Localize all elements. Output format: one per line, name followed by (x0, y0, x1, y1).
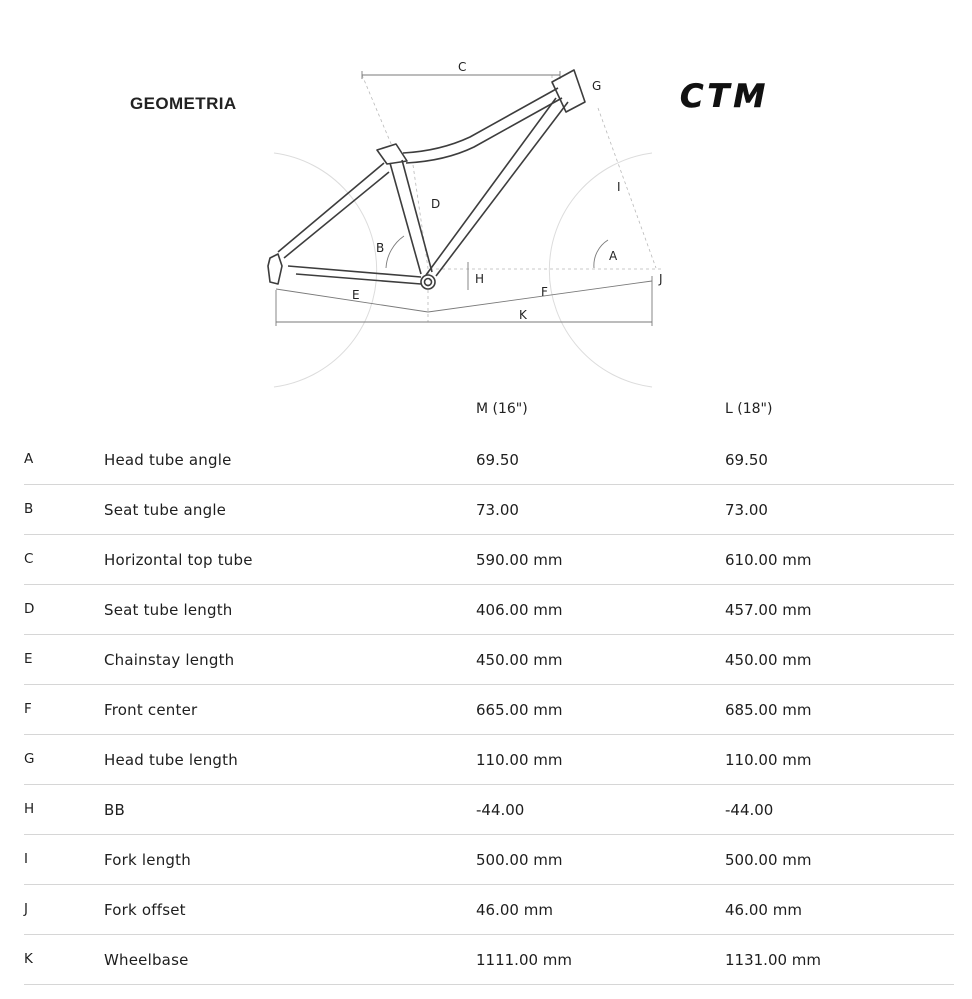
label-h: H (475, 272, 485, 286)
column-header-l: L (18") (725, 401, 773, 417)
row-label: Head tube angle (104, 451, 232, 469)
table-row (24, 535, 954, 585)
row-value-m: 69.50 (476, 451, 519, 469)
brand-wordmark: CTM (680, 80, 770, 114)
ctm-logo (678, 80, 853, 114)
row-label: Fork offset (104, 901, 186, 919)
label-j: J (659, 272, 663, 286)
dimension-lines (276, 71, 652, 326)
row-letter: F (24, 701, 32, 717)
row-value-l: 1131.00 mm (725, 951, 822, 969)
row-value-l: 73.00 (725, 501, 768, 519)
table-row (24, 635, 954, 685)
label-f: F (541, 285, 548, 299)
row-letter: K (24, 951, 33, 967)
row-label: BB (104, 801, 125, 819)
row-value-m: 46.00 mm (476, 901, 553, 919)
row-label: Head tube length (104, 751, 238, 769)
row-value-l: 685.00 mm (725, 701, 812, 719)
row-value-m: -44.00 (476, 801, 525, 819)
label-a: A (609, 249, 618, 263)
column-header-m: M (16") (476, 401, 528, 417)
row-value-m: 590.00 mm (476, 551, 563, 569)
row-value-l: 610.00 mm (725, 551, 812, 569)
row-value-m: 665.00 mm (476, 701, 563, 719)
row-value-m: 73.00 (476, 501, 519, 519)
row-letter: J (24, 901, 28, 917)
table-row (24, 735, 954, 785)
label-i: I (617, 180, 621, 194)
table-row (24, 885, 954, 935)
row-value-l: 457.00 mm (725, 601, 812, 619)
row-label: Horizontal top tube (104, 551, 253, 569)
row-letter: A (24, 451, 34, 467)
row-letter: E (24, 651, 33, 667)
row-value-l: 69.50 (725, 451, 768, 469)
label-c: C (458, 60, 467, 74)
row-letter: C (24, 551, 34, 567)
row-label: Front center (104, 701, 198, 719)
row-value-m: 406.00 mm (476, 601, 563, 619)
row-letter: I (24, 851, 28, 867)
row-letter: B (24, 501, 34, 517)
table-row (24, 485, 954, 535)
row-value-m: 450.00 mm (476, 651, 563, 669)
page-title: GEOMETRIA (130, 94, 237, 113)
row-value-l: 46.00 mm (725, 901, 802, 919)
row-letter: G (24, 751, 35, 767)
row-label: Chainstay length (104, 651, 235, 669)
label-b: B (376, 241, 385, 255)
table-row (24, 785, 954, 835)
row-value-l: -44.00 (725, 801, 774, 819)
row-value-m: 1111.00 mm (476, 951, 573, 969)
row-value-m: 500.00 mm (476, 851, 563, 869)
row-label: Wheelbase (104, 951, 189, 969)
geometry-table (24, 435, 954, 985)
table-row (24, 835, 954, 885)
label-g: G (592, 79, 602, 93)
row-value-l: 110.00 mm (725, 751, 812, 769)
label-d: D (431, 197, 441, 211)
table-row (24, 435, 954, 485)
row-label: Seat tube angle (104, 501, 227, 519)
table-row (24, 585, 954, 635)
frame-geometry-diagram (260, 50, 680, 395)
row-value-l: 500.00 mm (725, 851, 812, 869)
guide-lines (362, 75, 662, 322)
row-value-l: 450.00 mm (725, 651, 812, 669)
table-row (24, 685, 954, 735)
label-k: K (519, 308, 527, 322)
table-row (24, 935, 954, 985)
row-letter: D (24, 601, 35, 617)
label-e: E (352, 288, 360, 302)
row-value-m: 110.00 mm (476, 751, 563, 769)
row-letter: H (24, 801, 35, 817)
row-label: Fork length (104, 851, 191, 869)
row-label: Seat tube length (104, 601, 233, 619)
